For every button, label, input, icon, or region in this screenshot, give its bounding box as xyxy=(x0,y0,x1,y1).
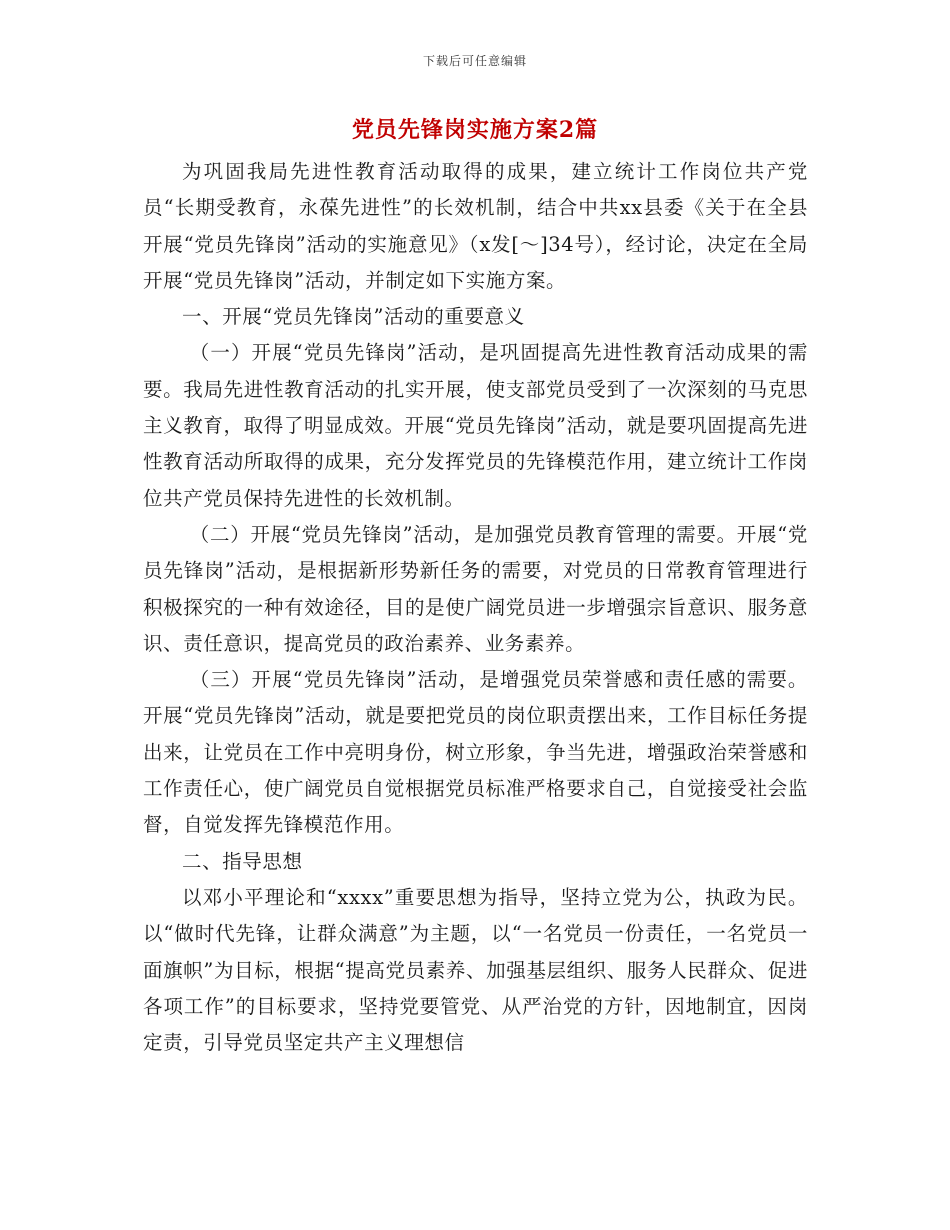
paragraph-significance-1: （一）开展“党员先锋岗”活动，是巩固提高先进性教育活动成果的需要。我局先进性教育活动的扎实开展，使支部党员受到了一次深刻的马克思主义教育，取得了明显成效。开展“党员先锋岗”活动，就是要巩固提高先进性教育活动所取得的成果，充分发挥党员的先锋模范作用，建立统计工作岗位共产党员保持先进性的长效机制。 xyxy=(143,341,808,510)
paragraph-guiding-ideology: 以邓小平理论和“xxxx”重要思想为指导，坚持立党为公，执政为民。以“做时代先锋，让群众满意”为主题，以“一名党员一份责任，一名党员一面旗帜”为目标，根据“提高党员素养、加强基层组织、服务人民群众、促进各项工作”的目标要求，坚持党要管党、从严治党的方针，因地制宜，因岗定责，引导党员坚定共产主义理想信 xyxy=(143,885,808,1055)
document-title: 党员先锋岗实施方案2篇 xyxy=(351,117,599,143)
section-heading-significance: 一、开展“党员先锋岗”活动的重要意义 xyxy=(182,305,525,329)
paragraph-significance-2: （二）开展“党员先锋岗”活动，是加强党员教育管理的需要。开展“党员先锋岗”活动，是根据新形势新任务的需要，对党员的日常教育管理进行积极探究的一种有效途径，目的是使广阔党员进一步增强宗旨意识、服务意识、责任意识，提高党员的政治素养、业务素养。 xyxy=(143,522,808,655)
paragraph-significance-3: （三）开展“党员先锋岗”活动，是增强党员荣誉感和责任感的需要。开展“党员先锋岗”活动，就是要把党员的岗位职责摆出来，工作目标任务提出来，让党员在工作中亮明身份，树立形象，争当先进，增强政治荣誉感和工作责任心，使广阔党员自觉根据党员标准严格要求自己，自觉接受社会监督，自觉发挥先锋模范作用。 xyxy=(143,668,808,837)
document-body xyxy=(143,154,808,1061)
page-header-note: 下载后可任意编辑 xyxy=(422,54,527,68)
section-heading-guiding-ideology: 二、指导思想 xyxy=(182,849,303,873)
paragraph-intro: 为巩固我局先进性教育活动取得的成果，建立统计工作岗位共产党员“长期受教育，永葆先进性”的长效机制，结合中共xx县委《关于在全县开展“党员先锋岗”活动的实施意见》（x发[～]34号），经讨论，决定在全局开展“党员先锋岗”活动，并制定如下实施方案。 xyxy=(143,160,808,292)
